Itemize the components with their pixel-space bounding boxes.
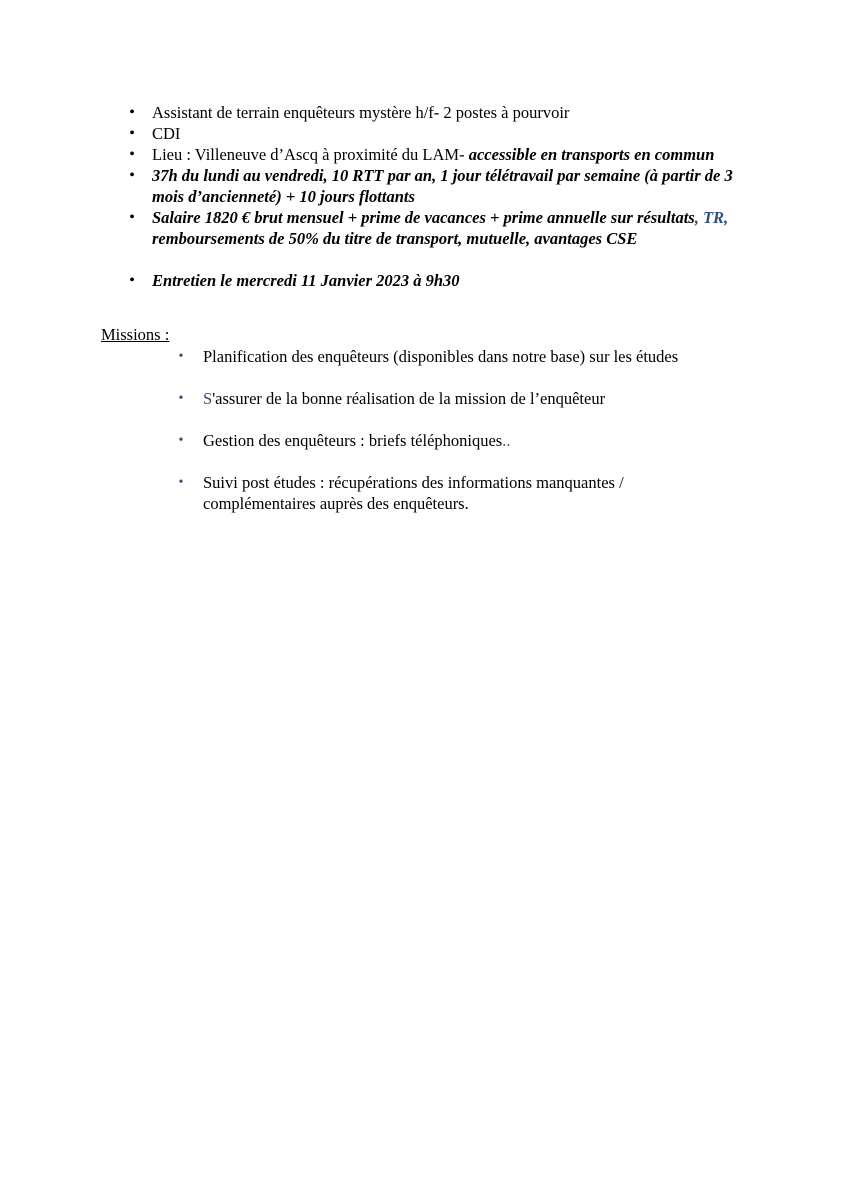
mission-gestion-dots: ..: [502, 431, 511, 450]
mission-assurer-text: 'assurer de la bonne réalisation de la mission de l’enquêteur: [212, 389, 606, 408]
bullet-icon: •: [129, 104, 135, 121]
salary-tr: TR,: [702, 208, 729, 227]
list-item-position: [0, 102, 849, 123]
missions-heading: Missions :: [101, 325, 170, 344]
working-hours: 37h du lundi au vendredi, 10 RTT par an, 1 jour télétravail par semaine (à partir de 3 mois d’ancienneté) + 10 jours flottants: [152, 166, 733, 206]
mission-suivi-text: Suivi post études : récupérations des informations manquantes / complémentaires auprès des enquêteurs.: [203, 473, 624, 513]
mission-gestion-text: Gestion des enquêteurs : briefs téléphoniques: [203, 431, 503, 450]
list-item-hours: [0, 165, 849, 207]
bullet-icon: •: [129, 272, 135, 289]
salary-text: Salaire 1820 € brut mensuel + prime de vacances + prime annuelle sur résultats: [152, 208, 695, 227]
location-transport-note: accessible en transports en commun: [468, 145, 715, 164]
mission-item-planning: [0, 346, 849, 367]
mission-planning-text: Planification des enquêteurs (disponibles dans notre base) sur les études: [203, 347, 679, 366]
position-title: Assistant de terrain enquêteurs mystère h/f- 2 postes à pourvoir: [152, 103, 570, 122]
bullet-icon: •: [178, 349, 184, 364]
interview-date: Entretien le mercredi 11 Janvier 2023 à 9h30: [152, 271, 460, 290]
salary-benefits: remboursements de 50% du titre de transport, mutuelle, avantages CSE: [152, 229, 638, 248]
list-item-contract: [0, 123, 849, 144]
bullet-icon: •: [129, 125, 135, 142]
list-item-location: [0, 144, 849, 165]
bullet-icon: •: [129, 167, 135, 184]
bullet-icon: •: [178, 391, 184, 406]
list-item-salary: [0, 207, 849, 249]
contract-type: CDI: [152, 124, 181, 143]
salary-comma: ,: [694, 208, 699, 227]
mission-assurer-initial: S: [203, 389, 213, 408]
mission-item-suivi: [0, 472, 849, 514]
mission-item-gestion: [0, 430, 849, 451]
mission-item-assurer: [0, 388, 849, 409]
offer-details-list: [0, 102, 849, 291]
bullet-icon: •: [129, 209, 135, 226]
list-item-interview: [0, 270, 849, 291]
bullet-icon: •: [178, 475, 184, 490]
bullet-icon: •: [178, 433, 184, 448]
location-text: Lieu : Villeneuve d’Ascq à proximité du LAM-: [152, 145, 469, 164]
bullet-icon: •: [129, 146, 135, 163]
missions-list: [0, 346, 849, 535]
